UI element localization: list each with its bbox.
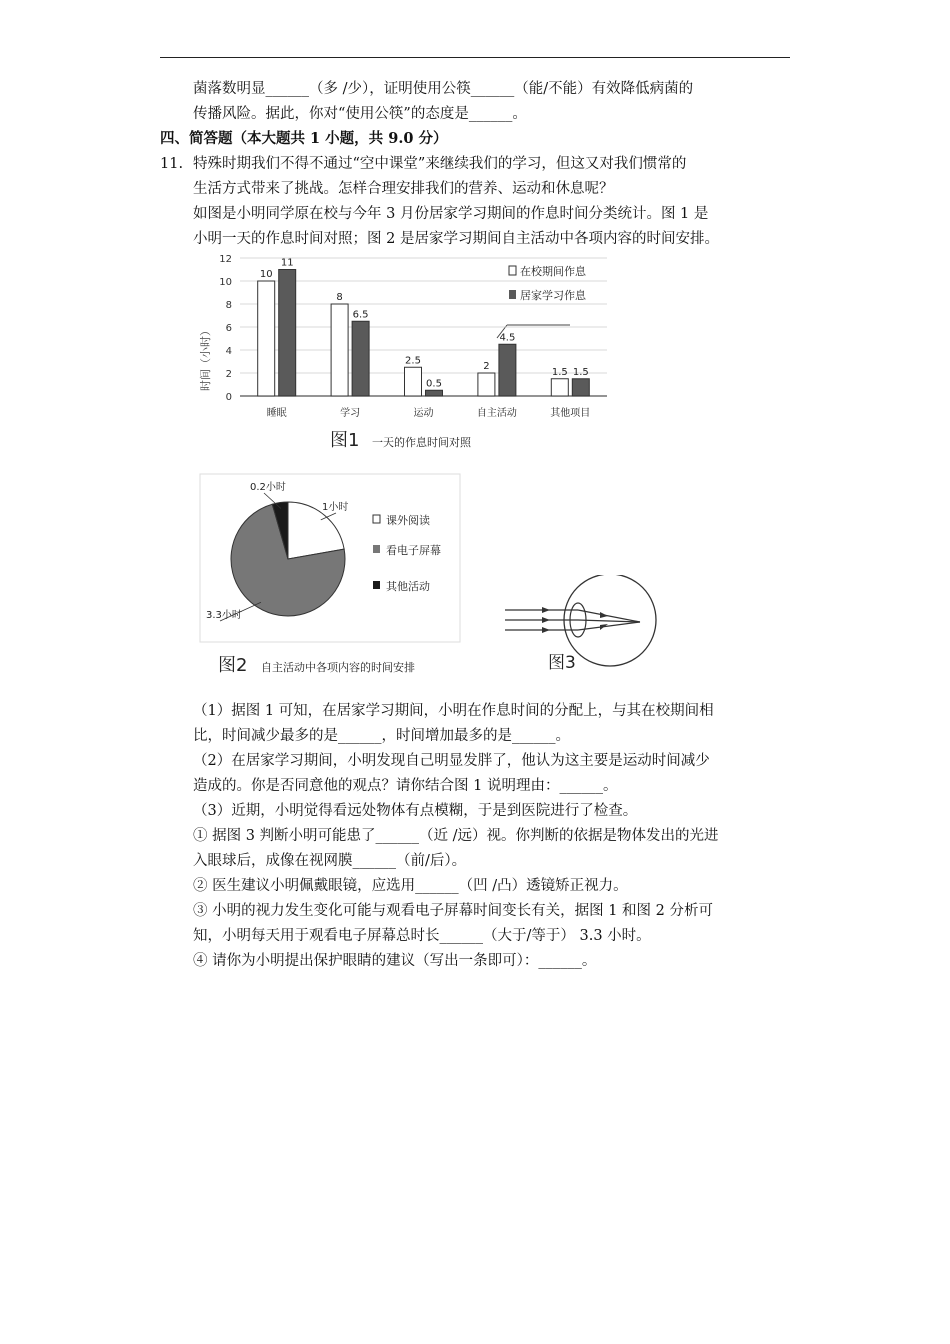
bar <box>405 367 422 396</box>
data-label: 11 <box>280 257 294 269</box>
slice-label: 3.3小时 <box>206 610 242 621</box>
y-tick-label: 10 <box>219 277 232 288</box>
text-line: 菌落数明显______（多 /少），证明使用公筷______（能/不能）有效降低病菌的 <box>193 81 694 97</box>
bar <box>331 304 348 396</box>
sub-question-line: ① 据图 3 判断小明可能患了______（近 /远）视。你判断的依据是物体发出的光进 <box>193 828 719 844</box>
figure-3 <box>500 575 665 675</box>
sub-question-line: 比，时间减少最多的是______，时间增加最多的是______。 <box>193 728 570 744</box>
sub-question-line: 入眼球后，成像在视网膜______（前/后）。 <box>193 853 467 869</box>
data-label: 8 <box>336 292 343 303</box>
legend-swatch-reading <box>373 515 380 523</box>
legend-swatch-home <box>509 290 516 299</box>
y-tick-label: 2 <box>225 369 232 380</box>
question-number: 11. <box>160 156 184 172</box>
sub-question-line: ③ 小明的视力发生变化可能与观看电子屏幕时间变长有关，据图 1 和图 2 分析可 <box>193 903 713 919</box>
bar <box>551 379 568 396</box>
bar <box>499 344 516 396</box>
slice-label: 0.2小时 <box>250 482 286 493</box>
legend-swatch-school <box>509 266 516 275</box>
data-label: 2.5 <box>405 355 421 367</box>
bar <box>352 321 369 396</box>
sub-question-line: （2）在居家学习期间，小明发现自己明显发胖了，他认为这主要是运动时间减少 <box>193 753 710 769</box>
question-intro-line: 生活方式带来了挑战。怎样合理安排我们的营养、运动和休息呢？ <box>193 181 614 197</box>
text-line: 传播风险。据此，你对“使用公筷”的态度是______。 <box>193 106 527 122</box>
arrow-icon <box>600 624 608 630</box>
legend-label-school: 在校期间作息 <box>520 265 586 278</box>
eye-diagram <box>500 575 665 675</box>
section-heading: 四、简答题（本大题共 1 小题，共 9.0 分） <box>160 130 448 147</box>
data-label: 1.5 <box>551 366 568 378</box>
y-tick-label: 0 <box>225 392 232 403</box>
header-rule <box>160 57 790 58</box>
arrow-icon <box>542 607 550 613</box>
question-intro-line: 特殊时期我们不得不通过“空中课堂”来继续我们的学习，但这又对我们惯常的 <box>193 156 687 172</box>
pie-chart <box>198 470 463 680</box>
bar <box>258 281 275 396</box>
figure-3-title: 图3 <box>548 653 576 673</box>
bar-chart <box>195 250 615 460</box>
figure-1-caption: 一天的作息时间对照 <box>372 436 471 449</box>
data-label: 2 <box>483 361 490 372</box>
bar <box>279 270 296 397</box>
legend-label-home: 居家学习作息 <box>520 289 586 302</box>
y-axis-label: 时间（小时） <box>199 325 212 391</box>
x-tick-label: 自主活动 <box>476 408 517 419</box>
x-tick-label: 其他项目 <box>550 408 591 419</box>
bar <box>478 373 495 396</box>
y-tick-label: 4 <box>225 346 232 357</box>
figure-1-title: 图1 <box>330 430 360 451</box>
sub-question-line: ④ 请你为小明提出保护眼睛的建议（写出一条即可）：______。 <box>193 953 597 969</box>
data-label: 10 <box>259 269 273 280</box>
legend-label-other: 其他活动 <box>386 580 430 593</box>
arrow-icon <box>542 627 550 633</box>
figure-2-caption: 自主活动中各项内容的时间安排 <box>261 661 415 674</box>
data-label: 4.5 <box>499 332 516 344</box>
sub-question-line: ② 医生建议小明佩戴眼镜，应选用______（凹 /凸）透镜矫正视力。 <box>193 878 628 894</box>
x-tick-label: 学习 <box>340 408 361 419</box>
sub-question-line: （1）据图 1 可知，在居家学习期间，小明在作息时间的分配上，与其在校期间相 <box>193 703 714 719</box>
y-tick-label: 8 <box>225 300 232 311</box>
y-tick-label: 6 <box>225 323 232 334</box>
bar <box>426 390 443 396</box>
data-label: 6.5 <box>352 309 369 321</box>
legend-swatch-other <box>373 581 380 589</box>
sub-question-line: 知，小明每天用于观看电子屏幕总时长______（大于/等于） 3.3 小时。 <box>193 928 651 944</box>
figure-1 <box>195 250 615 460</box>
arrow-icon <box>542 617 550 623</box>
y-tick-label: 12 <box>219 254 232 265</box>
x-tick-label: 睡眠 <box>266 408 287 419</box>
x-tick-label: 运动 <box>413 408 434 419</box>
data-label: 1.5 <box>572 366 589 378</box>
legend-label-reading: 课外阅读 <box>386 514 430 527</box>
figure-2-title: 图2 <box>218 655 248 676</box>
sub-question-line: 造成的。你是否同意他的观点？请你结合图 1 说明理由：______。 <box>193 778 618 794</box>
data-label: 0.5 <box>426 378 442 390</box>
legend-swatch-screen <box>373 545 380 553</box>
light-ray <box>578 622 640 630</box>
sub-question-line: （3）近期，小明觉得看远处物体有点模糊，于是到医院进行了检查。 <box>193 803 638 819</box>
figure-2 <box>198 470 463 680</box>
question-intro-line: 如图是小明同学原在校与今年 3 月份居家学习期间的作息时间分类统计。图 1 是 <box>193 206 709 222</box>
bar <box>572 379 589 396</box>
slice-label: 1小时 <box>322 502 349 513</box>
legend-label-screen: 看电子屏幕 <box>386 544 441 557</box>
question-intro-line: 小明一天的作息时间对照；图 2 是居家学习期间自主活动中各项内容的时间安排。 <box>193 231 719 247</box>
